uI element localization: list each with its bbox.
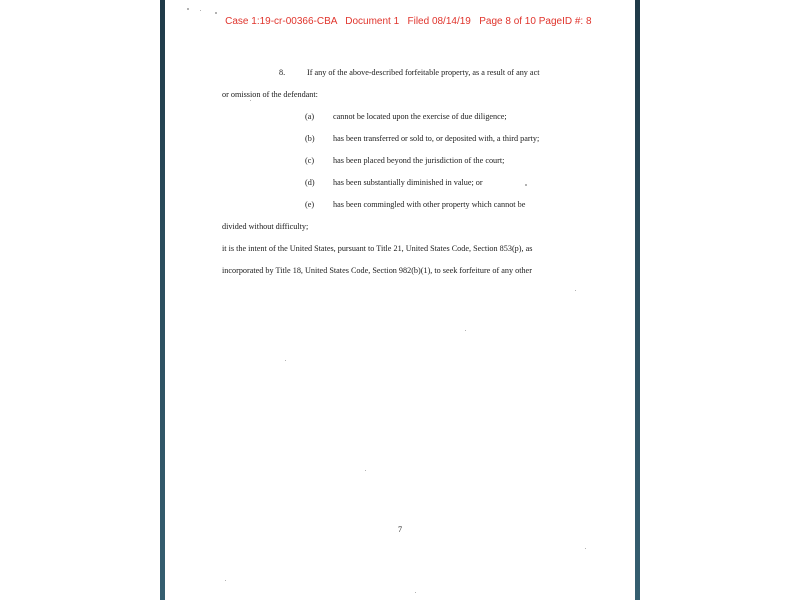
scan-speck [585, 548, 586, 549]
scan-speck [465, 330, 466, 331]
paragraph-line-1: If any of the above-described forfeitable property, as a result of any act [307, 68, 540, 77]
item-label: (e) [305, 200, 315, 209]
item-label: (a) [305, 112, 315, 121]
document-page [165, 0, 635, 600]
paragraph-line-2: or omission of the defendant: [222, 90, 318, 99]
item-text: has been commingled with other property which cannot be [333, 200, 526, 209]
viewer-frame-right [635, 0, 640, 600]
intent-line-2: incorporated by Title 18, United States Code, Section 982(b)(1), to seek forfeiture of any other [222, 266, 532, 275]
scan-speck [365, 470, 366, 471]
header-case-number: Case 1:19-cr-00366-CBA [225, 16, 337, 27]
header-page-info: Page 8 of 10 PageID #: 8 [479, 16, 592, 27]
header-filed-date: Filed 08/14/19 [407, 16, 471, 27]
item-text: has been transferred or sold to, or deposited with, a third party; [333, 134, 540, 143]
item-label: (c) [305, 156, 315, 165]
header-document: Document 1 [345, 16, 400, 27]
scan-speck [215, 12, 217, 14]
scan-speck [285, 360, 286, 361]
scan-speck [525, 184, 527, 186]
item-text: has been placed beyond the jurisdiction of the court; [333, 156, 505, 165]
scan-speck [187, 8, 189, 10]
scan-speck [250, 100, 251, 101]
filing-header-stamp [165, 1, 635, 43]
item-text: has been substantially diminished in value; or [333, 178, 483, 187]
scan-speck [225, 580, 226, 581]
item-text: cannot be located upon the exercise of due diligence; [333, 112, 507, 121]
page-number: 7 [398, 525, 403, 534]
item-label: (d) [305, 178, 315, 187]
item-label: (b) [305, 134, 315, 143]
scan-speck [575, 290, 576, 291]
paragraph-number: 8. [279, 68, 286, 77]
scan-speck [200, 10, 201, 11]
intent-line-1: it is the intent of the United States, pursuant to Title 21, United States Code, Section 853(p), as [222, 244, 533, 253]
scan-speck [415, 592, 416, 593]
continuation-line: divided without difficulty; [222, 222, 309, 231]
